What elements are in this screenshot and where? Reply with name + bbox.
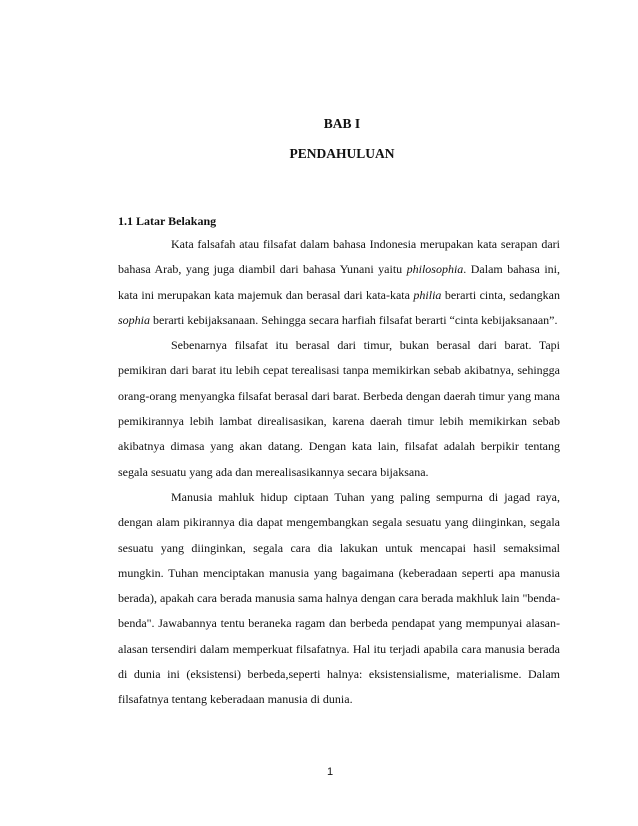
paragraph-2: Sebenarnya filsafat itu berasal dari timur, bukan berasal dari barat. Tapi pemikiran dari barat itu lebih cepat terealisasi tanpa memikirkan sebab akibatnya, sehingga orang-orang menyangka filsafat berasal dari barat. Berbeda dengan daerah timur yang mana pemikirannya lebih lambat direalisasikan, karena daerah timur lebih memikirkan sebab akibatnya dimasa yang akan datang. Dengan kata lain, filsafat adalah berpikir tentang segala sesuatu yang ada dan merealisasikannya secara bijaksana.	[118, 338, 560, 479]
term-philosophia: philosophia	[406, 262, 464, 277]
term-sophia: sophia	[118, 312, 151, 327]
paragraph-1	[118, 232, 560, 333]
page-number: 1	[326, 766, 334, 778]
paragraph-1-part-d: berarti kebijaksanaan. Sehingga secara harfiah filsafat berarti “cinta kebijaksanaan”.	[150, 312, 558, 327]
paragraph-1-part-c: berarti cinta, sedangkan	[441, 287, 560, 302]
chapter-title: PENDAHULUAN	[289, 146, 395, 161]
chapter-number: BAB I	[323, 116, 361, 131]
paragraph-3: Manusia mahluk hidup ciptaan Tuhan yang paling sempurna di jagad raya, dengan alam pikirannya dia dapat mengembangkan segala sesuatu yang diinginkan, segala sesuatu yang diinginkan, segala cara dia lakukan untuk mencapai hasil semaksimal mungkin. Tuhan menciptakan manusia yang bagaimana (keberadaan seperti apa manusia berada), apakah cara berada manusia sama halnya dengan cara berada makhluk lain "benda-benda". Jawabannya tentu beraneka ragam dan berbeda pendapat yang mempunyai alasan-alasan tersendiri dalam memperkuat filsafatnya. Hal itu terjadi apabila cara manusia berada di dunia ini (eksistensi) berbeda,seperti halnya: eksistensialisme, materialisme. Dalam filsafatnya tentang keberadaan manusia di dunia.	[118, 489, 560, 707]
body-text	[118, 232, 560, 713]
paragraph-1-part-a: Kata falsafah atau filsafat dalam bahasa Indonesia merupakan kata serapan dari bahasa Arab, yang juga diambil dari bahasa Yunani yaitu	[118, 237, 560, 277]
paragraph-1-part-b: . Dalam bahasa ini, kata ini merupakan kata majemuk dan berasal dari kata-kata	[118, 262, 560, 302]
term-philia: philia	[413, 287, 442, 302]
section-title: 1.1 Latar Belakang	[118, 214, 217, 228]
